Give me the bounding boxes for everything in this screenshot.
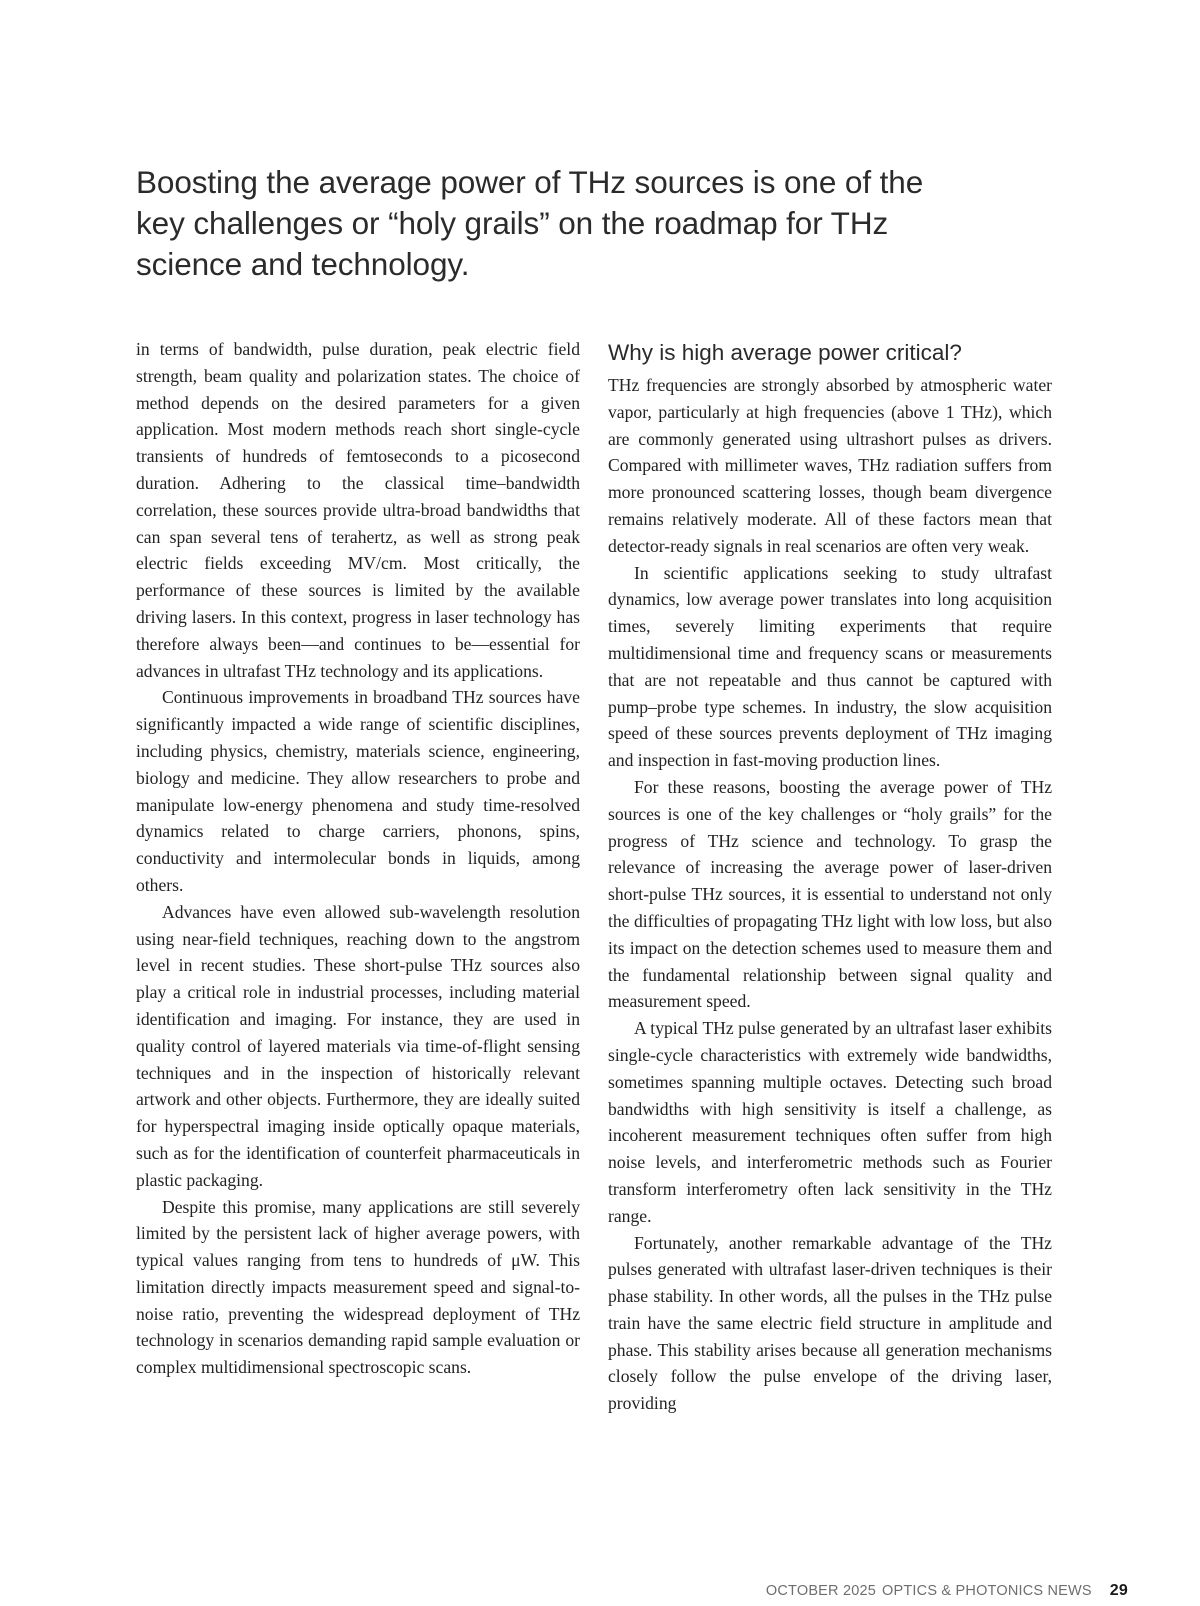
page-number: 29 xyxy=(1109,1582,1128,1599)
pull-quote: Boosting the average power of THz sources is one of the key challenges or “holy grails” on the roadmap for THz science and technology. xyxy=(136,164,924,282)
page-footer xyxy=(766,1582,1128,1600)
right-column xyxy=(608,338,1052,1417)
footer-publication: OPTICS & PHOTONICS NEWS xyxy=(882,1583,1092,1599)
body-paragraph: Fortunately, another remarkable advantage of the THz pulses generated with ultrafast laser-driven techniques is their phase stability. In other words, all the pulses in the THz pulse train have the same electric field structure in amplitude and phase. This stability arises because all generation mechanisms closely follow the pulse envelope of the driving laser, providing xyxy=(608,1232,1052,1414)
body-paragraph: A typical THz pulse generated by an ultrafast laser exhibits single-cycle characteristics with extremely wide bandwidths, sometimes spanning multiple octaves. Detecting such broad bandwidths with high sensitivity is itself a challenge, as incoherent measurement techniques often suffer from high noise levels, and interferometric methods such as Fourier transform interferometry often lack sensitivity in the THz range. xyxy=(608,1018,1052,1226)
body-paragraph: For these reasons, boosting the average power of THz sources is one of the key challenges or “holy grails” for the progress of THz science and technology. To grasp the relevance of increasing the average power of laser-driven short-pulse THz sources, it is essential to understand not only the difficulties of propagating THz light with low loss, but also its impact on the detection schemes used to measure them and the fundamental relationship between signal quality and measurement speed. xyxy=(608,776,1052,1012)
body-paragraph: In scientific applications seeking to study ultrafast dynamics, low average power translates into long acquisition times, severely limiting experiments that require multidimensional time and frequency scans or measurements that are not repeatable and thus cannot be captured with pump–probe type schemes. In industry, the slow acquisition speed of these sources prevents deployment of THz imaging and inspection in fast-moving production lines. xyxy=(608,562,1052,771)
footer-issue: OCTOBER 2025 xyxy=(765,1583,877,1599)
body-paragraph: in terms of bandwidth, pulse duration, peak electric field strength, beam quality and polarization states. The choice of method depends on the desired parameters for a given application. Most modern methods reach short single-cycle transients of hundreds of femtoseconds to a picosecond duration. Adhering to the classical time–bandwidth correlation, these sources provide ultra-broad bandwidths that can span several tens of terahertz, as well as strong peak electric fields exceeding MV/cm. Most critically, the performance of these sources is limited by the available driving lasers. In this context, progress in laser technology has therefore always been—and continues to be—essential for advances in ultrafast THz technology and its applications. xyxy=(136,339,580,681)
body-paragraph: Continuous improvements in broadband THz sources have significantly impacted a wide range of scientific disciplines, including physics, chemistry, materials science, engineering, biology and medicine. They allow researchers to probe and manipulate low-energy phenomena and study time-resolved dynamics related to charge carriers, phonons, spins, conductivity and intermolecular bonds in liquids, among others. xyxy=(136,687,580,895)
body-paragraph: Despite this promise, many applications are still severely limited by the persistent lack of higher average powers, with typical values ranging from tens to hundreds of μW. This limitation directly impacts measurement speed and signal-to-noise ratio, preventing the widespread deployment of THz technology in scenarios demanding rapid sample evaluation or complex multidimensional spectroscopic scans. xyxy=(136,1196,580,1378)
body-paragraph: THz frequencies are strongly absorbed by atmospheric water vapor, particularly at high frequencies (above 1 THz), which are commonly generated using ultrashort pulses as drivers. Compared with millimeter waves, THz radiation suffers from more pronounced scattering losses, though beam divergence remains relatively moderate. All of these factors mean that detector-ready signals in real scenarios are often very weak. xyxy=(608,375,1052,556)
section-heading: Why is high average power critical? xyxy=(608,340,962,365)
left-column xyxy=(136,336,580,1381)
body-paragraph: Advances have even allowed sub-wavelength resolution using near-field techniques, reaching down to the angstrom level in recent studies. These short-pulse THz sources also play a critical role in industrial processes, including material identification and imaging. For instance, they are used in quality control of layered materials via time-of-flight sensing techniques and in the inspection of historically relevant artwork and other objects. Furthermore, they are ideally suited for hyperspectral imaging inside optically opaque materials, such as for the identification of counterfeit pharmaceuticals in plastic packaging. xyxy=(136,901,580,1190)
